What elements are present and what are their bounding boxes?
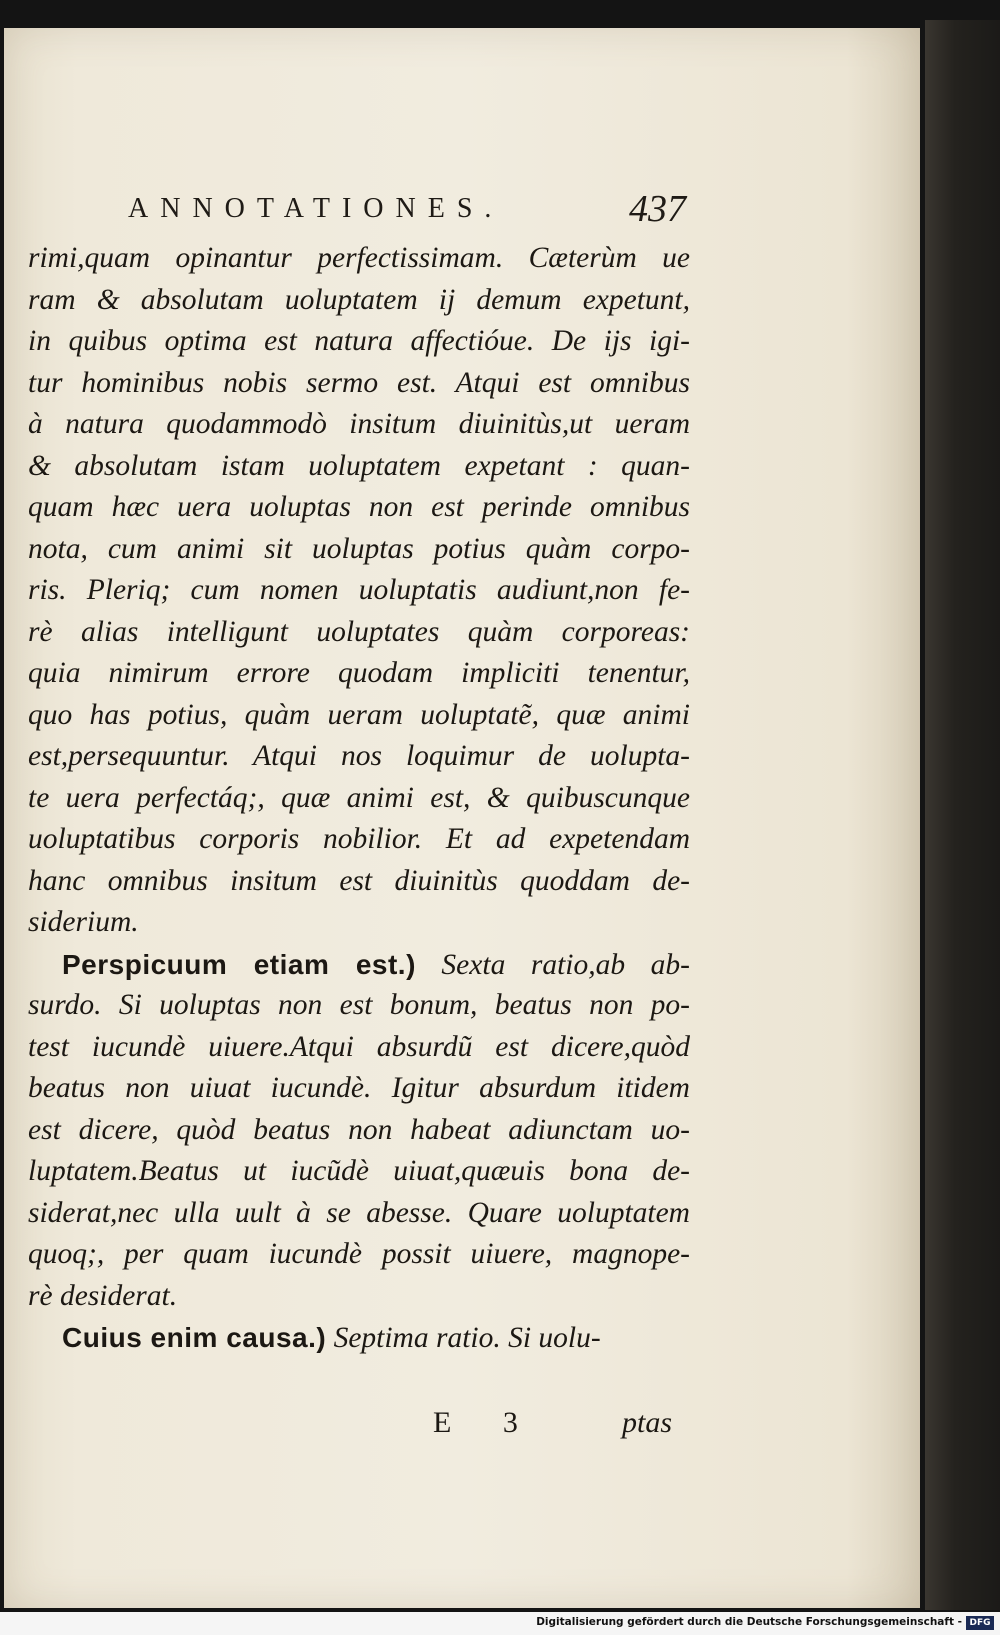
text-line — [28, 861, 690, 903]
line-text: siderium. — [28, 906, 139, 938]
line-text: rè alias intelligunt uoluptates quàm corporeas: — [28, 615, 690, 648]
line-text: te uera perfectáq;, quæ animi est, & quibuscunque — [28, 781, 690, 814]
line-text: Septima ratio. Si uolu- — [326, 1322, 601, 1354]
line-text: quam hæc uera uoluptas non est perinde omnibus — [28, 491, 690, 523]
text-line — [28, 1234, 690, 1276]
book-edge — [925, 20, 1000, 1610]
text-line — [28, 819, 690, 861]
page-number: 437 — [629, 188, 686, 230]
line-text: Sexta ratio,ab ab- — [415, 948, 690, 981]
text-line — [28, 695, 690, 737]
text-line — [28, 985, 690, 1027]
lemma-line — [28, 1317, 690, 1359]
text-line — [28, 1068, 690, 1110]
text-line — [28, 446, 690, 488]
text-line — [28, 1276, 690, 1318]
line-text: hanc omnibus insitum est diuinitùs quoddam de- — [28, 864, 690, 897]
text-line — [28, 1027, 690, 1069]
book-page — [4, 28, 920, 1608]
text-line — [28, 653, 690, 695]
line-text: surdo. Si uoluptas non est bonum, beatus non po- — [28, 989, 690, 1021]
running-title: ANNOTATIONES. — [128, 193, 504, 224]
line-text: est,persequuntur. Atqui nos loquimur de uolupta- — [28, 740, 690, 772]
text-line — [28, 778, 690, 820]
text-line — [28, 404, 690, 446]
body-text — [28, 238, 690, 1359]
text-line — [28, 487, 690, 529]
text-line — [28, 529, 690, 571]
line-text: rè desiderat. — [28, 1279, 178, 1312]
text-line — [28, 612, 690, 654]
dfg-logo-icon: DFG — [966, 1616, 994, 1630]
line-text: quia nimirum errore quodam impliciti tenentur, — [28, 657, 690, 689]
text-line — [28, 238, 690, 280]
line-text: rimi,quam opinantur perfectissimam. Cæterùm ue — [28, 242, 690, 274]
signature-mark: E 3 — [433, 1406, 540, 1439]
line-text: ris. Pleriq; cum nomen uoluptatis audiunt,non fe- — [28, 574, 690, 606]
text-line — [28, 1193, 690, 1235]
text-line — [28, 1110, 690, 1152]
text-line — [28, 902, 690, 944]
text-line — [28, 363, 690, 405]
text-line — [28, 280, 690, 322]
line-text: siderat,nec ulla uult à se abesse. Quare uoluptatem — [28, 1196, 690, 1229]
line-text: quo has potius, quàm ueram uoluptatẽ, quæ animi — [28, 698, 690, 731]
line-text: est dicere, quòd beatus non habeat adiunctam uo- — [28, 1113, 690, 1146]
lemma-line — [28, 944, 690, 986]
lemma: Cuius enim causa.) — [62, 1322, 327, 1353]
line-text: beatus non uiuat iucundè. Igitur absurdum itidem — [28, 1072, 690, 1104]
line-text: tur hominibus nobis sermo est. Atqui est omnibus — [28, 366, 690, 399]
text-line — [28, 570, 690, 612]
text-line — [28, 736, 690, 778]
line-text: in quibus optima est natura affectióue. De ijs igi- — [28, 325, 690, 357]
page-footer — [28, 1406, 690, 1450]
line-text: quoq;, per quam iucundè possit uiuere, magnope- — [28, 1238, 690, 1270]
lemma: Perspicuum etiam est.) — [62, 948, 416, 980]
line-text: & absolutam istam uoluptatem expetant : quan- — [28, 449, 690, 482]
digitization-banner — [0, 1612, 1000, 1635]
text-line — [28, 1151, 690, 1193]
page-header — [4, 188, 920, 233]
line-text: nota, cum animi sit uoluptas potius quàm corpo- — [28, 532, 690, 565]
line-text: uoluptatibus corporis nobilior. Et ad expetendam — [28, 823, 690, 855]
digitization-notice: Digitalisierung gefördert durch die Deutsche Forschungsgemeinschaft - — [536, 1616, 962, 1628]
text-line — [28, 321, 690, 363]
line-text: luptatem.Beatus ut iucũdè uiuat,quæuis bona de- — [28, 1155, 690, 1187]
line-text: test iucundè uiuere.Atqui absurdũ est dicere,quòd — [28, 1030, 690, 1063]
catchword: ptas — [622, 1406, 673, 1439]
line-text: à natura quodammodò insitum diuinitùs,ut ueram — [28, 408, 690, 440]
line-text: ram & absolutam uoluptatem ij demum expetunt, — [28, 283, 690, 316]
